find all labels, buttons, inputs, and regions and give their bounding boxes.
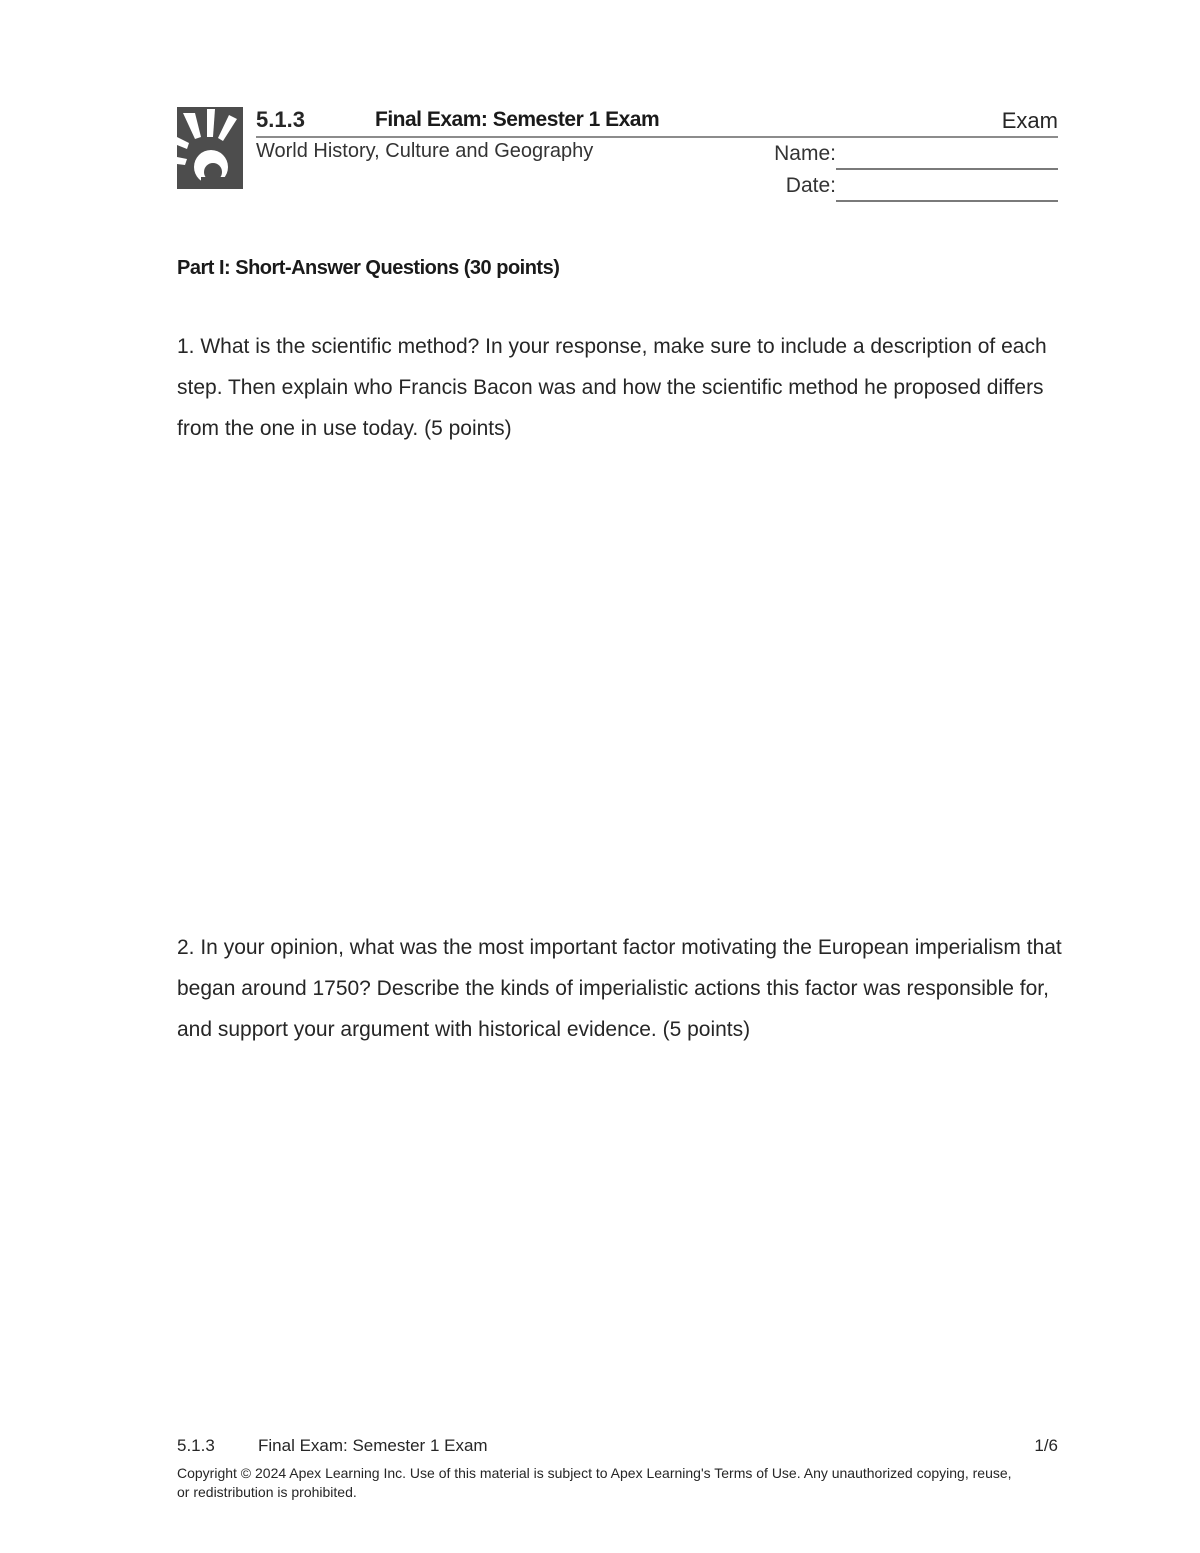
course-name: World History, Culture and Geography <box>256 140 594 162</box>
name-label: Name: <box>774 142 836 165</box>
document-type-label: Exam <box>1001 108 1058 133</box>
date-field[interactable] <box>836 200 1058 202</box>
footer-lesson-number: 5.1.3 <box>177 1436 215 1455</box>
name-field[interactable] <box>836 168 1058 170</box>
exam-title: Final Exam: Semester 1 Exam <box>375 108 660 131</box>
question-2: 2. In your opinion, what was the most important factor motivating the European imperialism that began around 1750? Describe the kinds of imperialistic actions this factor was responsible for, and support your argument with historical evidence. (5 points) <box>177 936 1062 1041</box>
page-number: 1/6 <box>1034 1436 1058 1455</box>
footer-title: Final Exam: Semester 1 Exam <box>258 1436 488 1455</box>
date-label: Date: <box>785 174 836 197</box>
copyright-notice: Copyright © 2024 Apex Learning Inc. Use of this material is subject to Apex Learning's Terms of Use. Any unauthorized copying, reuse, or redistribution is prohibited. <box>177 1465 1012 1500</box>
header-divider <box>256 136 1058 138</box>
part-heading: Part I: Short-Answer Questions (30 points) <box>177 257 560 279</box>
lesson-number: 5.1.3 <box>256 107 305 132</box>
apex-learning-logo-icon <box>177 107 243 189</box>
question-1: 1. What is the scientific method? In your response, make sure to include a description of each step. Then explain who Francis Bacon was and how the scientific method he proposed differs from the one in use today. (5 points) <box>177 335 1047 440</box>
